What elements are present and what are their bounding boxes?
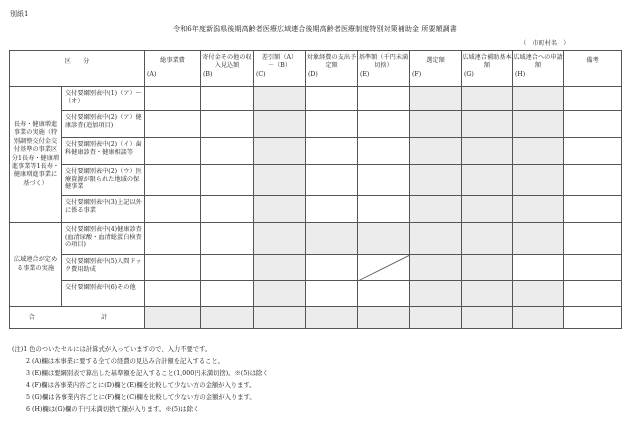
calc-net-amount bbox=[254, 281, 306, 307]
input-other-income[interactable] bbox=[201, 223, 254, 255]
header-base-amount-label: 基準額（千円未満切捨） bbox=[358, 54, 409, 69]
row-label bbox=[62, 138, 145, 165]
total-other-income bbox=[201, 307, 254, 329]
row-label bbox=[62, 255, 145, 281]
group-label-regional-text: 広域連合が定める事業の実施 bbox=[13, 256, 58, 272]
funding-table bbox=[9, 50, 622, 329]
input-total-cost[interactable] bbox=[145, 87, 201, 111]
calc-subsidy-base bbox=[462, 255, 513, 281]
calc-subsidy-base bbox=[462, 281, 513, 307]
note-3: 3 (E)欄は要綱別表で算出した基準額を記入すること(1,000円未満切捨)。※(5)は除く bbox=[26, 370, 269, 377]
calc-application-amount bbox=[513, 281, 564, 307]
input-eligible-cost[interactable] bbox=[306, 138, 358, 165]
calc-eligible-cost bbox=[306, 223, 358, 255]
header-subsidy-base-code: (G) bbox=[464, 71, 474, 79]
header-total-cost-label: 総事業費 bbox=[160, 57, 185, 64]
row-label bbox=[62, 223, 145, 255]
calc-selected-amount bbox=[410, 87, 462, 111]
calc-net-amount bbox=[254, 87, 306, 111]
header-other-income-label: 寄付金その他の収入見込額 bbox=[202, 54, 252, 69]
input-remarks[interactable] bbox=[564, 87, 622, 111]
calc-selected-amount bbox=[410, 165, 462, 196]
total-remarks bbox=[564, 307, 622, 329]
input-eligible-cost[interactable] bbox=[306, 196, 358, 223]
calc-net-amount bbox=[254, 255, 306, 281]
header-application-amount-code: (H) bbox=[515, 71, 526, 79]
header-net-amount-code: (C) bbox=[256, 71, 266, 79]
header-other-income bbox=[201, 51, 254, 87]
input-base-amount[interactable] bbox=[358, 111, 410, 138]
table-row bbox=[10, 165, 622, 196]
calc-selected-amount bbox=[410, 196, 462, 223]
total-eligible-cost bbox=[306, 307, 358, 329]
table-row bbox=[10, 87, 622, 111]
total-net-amount bbox=[254, 307, 306, 329]
header-net-amount bbox=[254, 51, 306, 87]
header-eligible-cost-code: (D) bbox=[308, 71, 318, 79]
input-base-amount[interactable] bbox=[358, 87, 410, 111]
table-row bbox=[10, 196, 622, 223]
calc-net-amount bbox=[254, 138, 306, 165]
header-total-cost bbox=[145, 51, 201, 87]
row-label bbox=[62, 87, 145, 111]
calc-net-amount bbox=[254, 111, 306, 138]
input-eligible-cost[interactable] bbox=[306, 281, 358, 307]
group-label-regional bbox=[10, 223, 62, 307]
header-selected-amount-label: 選定額 bbox=[426, 57, 445, 64]
calc-subsidy-base bbox=[462, 196, 513, 223]
calc-selected-amount bbox=[410, 111, 462, 138]
input-remarks[interactable] bbox=[564, 281, 622, 307]
input-remarks[interactable] bbox=[564, 138, 622, 165]
input-eligible-cost[interactable] bbox=[306, 87, 358, 111]
header-base-amount-code: (E) bbox=[360, 71, 370, 79]
municipality-name-label: （ 市町村名 ） bbox=[520, 40, 570, 47]
row-label-text: 交付要綱別表中(4)健康診査(血清尿酸・血清総蛋白検査の項目) bbox=[65, 226, 142, 249]
calc-selected-amount bbox=[410, 223, 462, 255]
header-application-amount bbox=[513, 51, 564, 87]
row-label-text: 交付要綱別表中(2)（ウ）医療資源が限られた地域の保健事業 bbox=[65, 168, 142, 191]
calc-net-amount bbox=[254, 196, 306, 223]
calc-selected-amount bbox=[410, 138, 462, 165]
calc-subsidy-base bbox=[462, 111, 513, 138]
note-5: 5 (G)欄は各事業内容ごとに(F)欄と(C)欄を比較して少ない方の金額が入ります。 bbox=[26, 394, 256, 401]
header-total-cost-code: (A) bbox=[147, 70, 157, 78]
total-subsidy-base bbox=[462, 307, 513, 329]
header-other-income-code: (B) bbox=[203, 71, 213, 79]
input-remarks[interactable] bbox=[564, 111, 622, 138]
calc-net-amount bbox=[254, 223, 306, 255]
header-base-amount bbox=[358, 51, 410, 87]
input-total-cost[interactable] bbox=[145, 255, 201, 281]
note-2: 2 (A)欄は本事業に要する全ての経費の見込み合計額を記入すること。 bbox=[26, 358, 225, 365]
input-eligible-cost[interactable] bbox=[306, 111, 358, 138]
calc-application-amount bbox=[513, 87, 564, 111]
total-base-amount bbox=[358, 307, 410, 329]
calc-application-amount bbox=[513, 111, 564, 138]
table-row bbox=[10, 255, 622, 281]
calc-selected-amount bbox=[410, 281, 462, 307]
total-total-cost bbox=[145, 307, 201, 329]
row-label-text: 交付要綱別表中(2)（イ）歯科健康診査・健康相談等 bbox=[65, 141, 142, 156]
calc-net-amount bbox=[254, 165, 306, 196]
input-other-income[interactable] bbox=[201, 165, 254, 196]
input-other-income[interactable] bbox=[201, 281, 254, 307]
header-eligible-cost-label: 対象経費の支出予定額 bbox=[306, 54, 357, 69]
calc-selected-amount bbox=[410, 255, 462, 281]
header-remarks: 備考 bbox=[564, 51, 622, 87]
row-label bbox=[62, 196, 145, 223]
group-label-longevity-text: 長寿・健康増進事業の実施（特別調整交付金交付基準の事業区分1長寿・健康増進事業等1長寿・健康増進事業に基づく） bbox=[11, 120, 60, 187]
input-total-cost[interactable] bbox=[145, 111, 201, 138]
input-remarks[interactable] bbox=[564, 255, 622, 281]
input-total-cost[interactable] bbox=[145, 223, 201, 255]
input-eligible-cost[interactable] bbox=[306, 255, 358, 281]
input-other-income[interactable] bbox=[201, 196, 254, 223]
category-header: 区 分 bbox=[10, 51, 145, 87]
table-row bbox=[10, 111, 622, 138]
input-other-income[interactable] bbox=[201, 255, 254, 281]
row-label-text: 交付要綱別表中(2)（ア）健康診査(追加項目) bbox=[65, 114, 142, 129]
input-eligible-cost[interactable] bbox=[306, 165, 358, 196]
row-label-text: 交付要綱別表中(1)（ア）～（オ） bbox=[65, 90, 142, 105]
input-other-income[interactable] bbox=[201, 111, 254, 138]
input-base-amount[interactable] bbox=[358, 138, 410, 165]
diagonal-strike bbox=[358, 255, 410, 281]
calc-subsidy-base bbox=[462, 165, 513, 196]
header-selected-amount bbox=[410, 51, 462, 87]
input-base-amount[interactable] bbox=[358, 281, 410, 307]
calc-application-amount bbox=[513, 196, 564, 223]
row-label bbox=[62, 281, 145, 307]
header-net-amount-label: 差引額（A）－（B） bbox=[261, 54, 298, 69]
header-eligible-cost bbox=[306, 51, 358, 87]
note-4: 4 (F)欄は各事業内容ごとに(D)欄と(E)欄を比較して少ない方の金額が入ります。 bbox=[26, 382, 256, 389]
calc-subsidy-base bbox=[462, 138, 513, 165]
calc-application-amount bbox=[513, 138, 564, 165]
input-base-amount[interactable] bbox=[358, 196, 410, 223]
header-subsidy-base-label: 広域連合補助基本額 bbox=[462, 54, 512, 69]
header-row bbox=[10, 51, 622, 87]
table-row bbox=[10, 223, 622, 255]
input-total-cost[interactable] bbox=[145, 281, 201, 307]
not-applicable-base-amount bbox=[358, 255, 410, 281]
row-label-text: 交付要綱別表中(3)上記以外に係る事業 bbox=[65, 199, 142, 214]
row-label-text: 交付要綱別表中(6)その他 bbox=[65, 284, 136, 291]
input-total-cost[interactable] bbox=[145, 138, 201, 165]
input-total-cost[interactable] bbox=[145, 165, 201, 196]
header-subsidy-base bbox=[462, 51, 513, 87]
total-selected-amount bbox=[410, 307, 462, 329]
header-selected-amount-code: (F) bbox=[412, 70, 422, 78]
row-label bbox=[62, 111, 145, 138]
note-1: (注)1 色のついたセルには計算式が入っていますので、入力不要です。 bbox=[12, 346, 212, 353]
document-title: 令和6年度新潟県後期高齢者医療広域連合後期高齢者医療制度特別対策補助金 所要額調書 bbox=[173, 25, 457, 33]
row-label-text: 交付要綱別表中(5)人間ドック費用助成 bbox=[65, 258, 142, 273]
note-6: 6 (H)欄は(G)欄の千円未満切捨て額が入ります。※(5)は除く bbox=[26, 406, 200, 413]
input-application-amount[interactable] bbox=[513, 255, 564, 281]
calc-application-amount bbox=[513, 223, 564, 255]
calc-subsidy-base bbox=[462, 223, 513, 255]
total-application-amount bbox=[513, 307, 564, 329]
input-remarks[interactable] bbox=[564, 223, 622, 255]
input-remarks[interactable] bbox=[564, 196, 622, 223]
table-row bbox=[10, 138, 622, 165]
input-base-amount[interactable] bbox=[358, 165, 410, 196]
group-label-longevity bbox=[10, 87, 62, 223]
calc-subsidy-base bbox=[462, 87, 513, 111]
total-label: 合 計 bbox=[10, 307, 145, 329]
form-label: 別紙1 bbox=[10, 10, 29, 18]
calc-base-amount bbox=[358, 223, 410, 255]
input-total-cost[interactable] bbox=[145, 196, 201, 223]
calc-application-amount bbox=[513, 165, 564, 196]
row-label bbox=[62, 165, 145, 196]
input-other-income[interactable] bbox=[201, 138, 254, 165]
table-row bbox=[10, 281, 622, 307]
input-other-income[interactable] bbox=[201, 87, 254, 111]
total-row bbox=[10, 307, 622, 329]
header-application-amount-label: 広域連合への申請額 bbox=[513, 54, 563, 69]
input-remarks[interactable] bbox=[564, 165, 622, 196]
